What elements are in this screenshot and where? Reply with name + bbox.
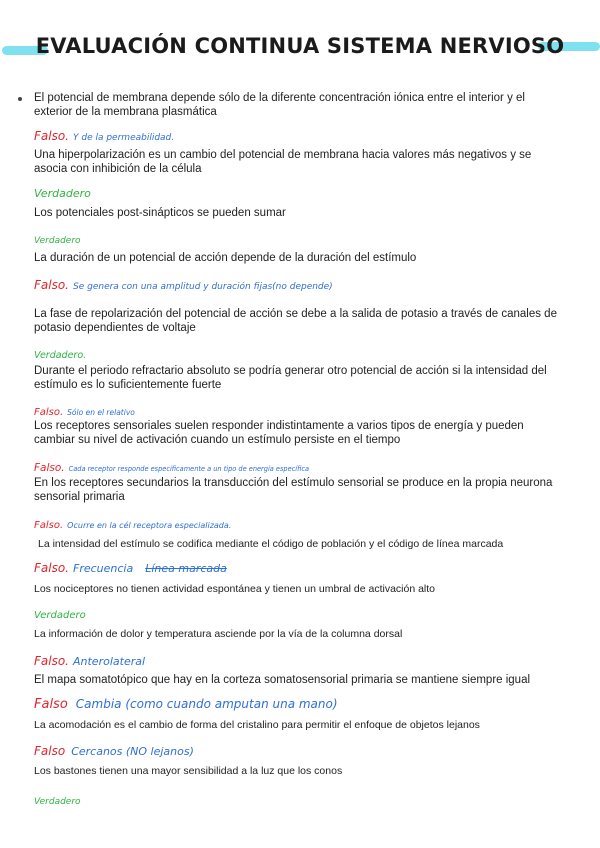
note-8: Ocurre en la cél receptora especializada. xyxy=(67,521,232,530)
answer-13 xyxy=(34,740,194,759)
verdict-8: Falso. xyxy=(34,520,64,531)
answer-9 xyxy=(34,557,227,576)
verdict-14: Verdadero xyxy=(34,797,81,807)
answer-6 xyxy=(34,400,135,419)
question-1: El potencial de membrana depende sólo de la diferente concentración iónica entre el interior y el exterior de la membrana plasmática xyxy=(34,92,525,118)
verdict-9: Falso. xyxy=(34,561,69,575)
answer-14 xyxy=(34,789,81,808)
note-1: Y de la permeabilidad. xyxy=(73,133,175,143)
note-9: Frecuencia xyxy=(73,562,134,575)
answer-3 xyxy=(34,228,81,247)
verdict-5: Verdadero. xyxy=(34,350,87,361)
question-10: Los nociceptores no tienen actividad espontánea y tienen un umbral de activación alto xyxy=(34,583,436,595)
answer-1 xyxy=(34,125,174,144)
verdict-2: Verdadero xyxy=(34,187,91,200)
question-3: Los potenciales post-sinápticos se pueden sumar xyxy=(34,207,286,219)
verdict-10: Verdadero xyxy=(34,610,86,621)
question-4: La duración de un potencial de acción depende de la duración del estímulo xyxy=(34,252,417,264)
question-12: El mapa somatotópico que hay en la corteza somatosensorial primaria se mantiene siempre igual xyxy=(34,674,531,686)
verdict-7: Falso. xyxy=(34,462,65,474)
answer-4 xyxy=(34,274,333,293)
verdict-13: Falso xyxy=(34,744,66,758)
question-7: Los receptores sensoriales suelen responder indistintamente a varios tipos de energía y pueden cambiar su nivel de activación cuando un estímulo persiste en el tiempo xyxy=(34,420,524,446)
answer-12 xyxy=(34,693,338,712)
question-8: En los receptores secundarios la transducción del estímulo sensorial se produce en la propia neurona sensorial primaria xyxy=(34,477,553,503)
question-6: Durante el periodo refractario absoluto se podría generar otro potencial de acción si la intensidad del estímulo es lo suficientemente fuerte xyxy=(34,365,547,391)
verdict-1: Falso. xyxy=(34,129,69,143)
question-9: La intensidad del estímulo se codifica mediante el código de población y el código de línea marcada xyxy=(38,538,504,550)
note-9-struck: Línea marcada xyxy=(145,562,227,575)
note-7: Cada receptor responde específicamente a un tipo de energía específica xyxy=(68,465,310,473)
page-title: EVALUACIÓN CONTINUA SISTEMA NERVIOSO xyxy=(35,34,565,58)
question-13: La acomodación es el cambio de forma del cristalino para permitir el enfoque de objetos lejanos xyxy=(34,719,480,731)
verdict-3: Verdadero xyxy=(34,236,81,246)
note-6: Sólo en el relativo xyxy=(67,408,135,417)
answer-5 xyxy=(34,343,86,362)
verdict-12: Falso xyxy=(34,697,68,712)
verdict-4: Falso. xyxy=(34,278,69,292)
bullet-icon xyxy=(18,97,22,101)
question-5: La fase de repolarización del potencial de acción se debe a la salida de potasio a través de canales de potasio dependientes de voltaje xyxy=(34,308,557,334)
answer-11 xyxy=(34,650,145,669)
note-11: Anterolateral xyxy=(73,655,146,668)
note-4: Se genera con una amplitud y duración fijas(no depende) xyxy=(73,282,333,292)
note-13: Cercanos (NO lejanos) xyxy=(71,745,194,758)
verdict-6: Falso. xyxy=(34,407,64,418)
verdict-11: Falso. xyxy=(34,654,69,668)
question-14: Los bastones tienen una mayor sensibilidad a la luz que los conos xyxy=(34,765,343,777)
answer-2 xyxy=(34,182,91,201)
answer-8 xyxy=(34,513,231,532)
answer-10 xyxy=(34,603,86,622)
note-12: Cambia (como cuando amputan una mano) xyxy=(75,697,338,711)
question-11: La información de dolor y temperatura asciende por la vía de la columna dorsal xyxy=(34,628,403,640)
answer-7 xyxy=(34,456,309,475)
question-2: Una hiperpolarización es un cambio del potencial de membrana hacia valores más negativos y se asocia con inhibición de la célula xyxy=(34,149,532,175)
